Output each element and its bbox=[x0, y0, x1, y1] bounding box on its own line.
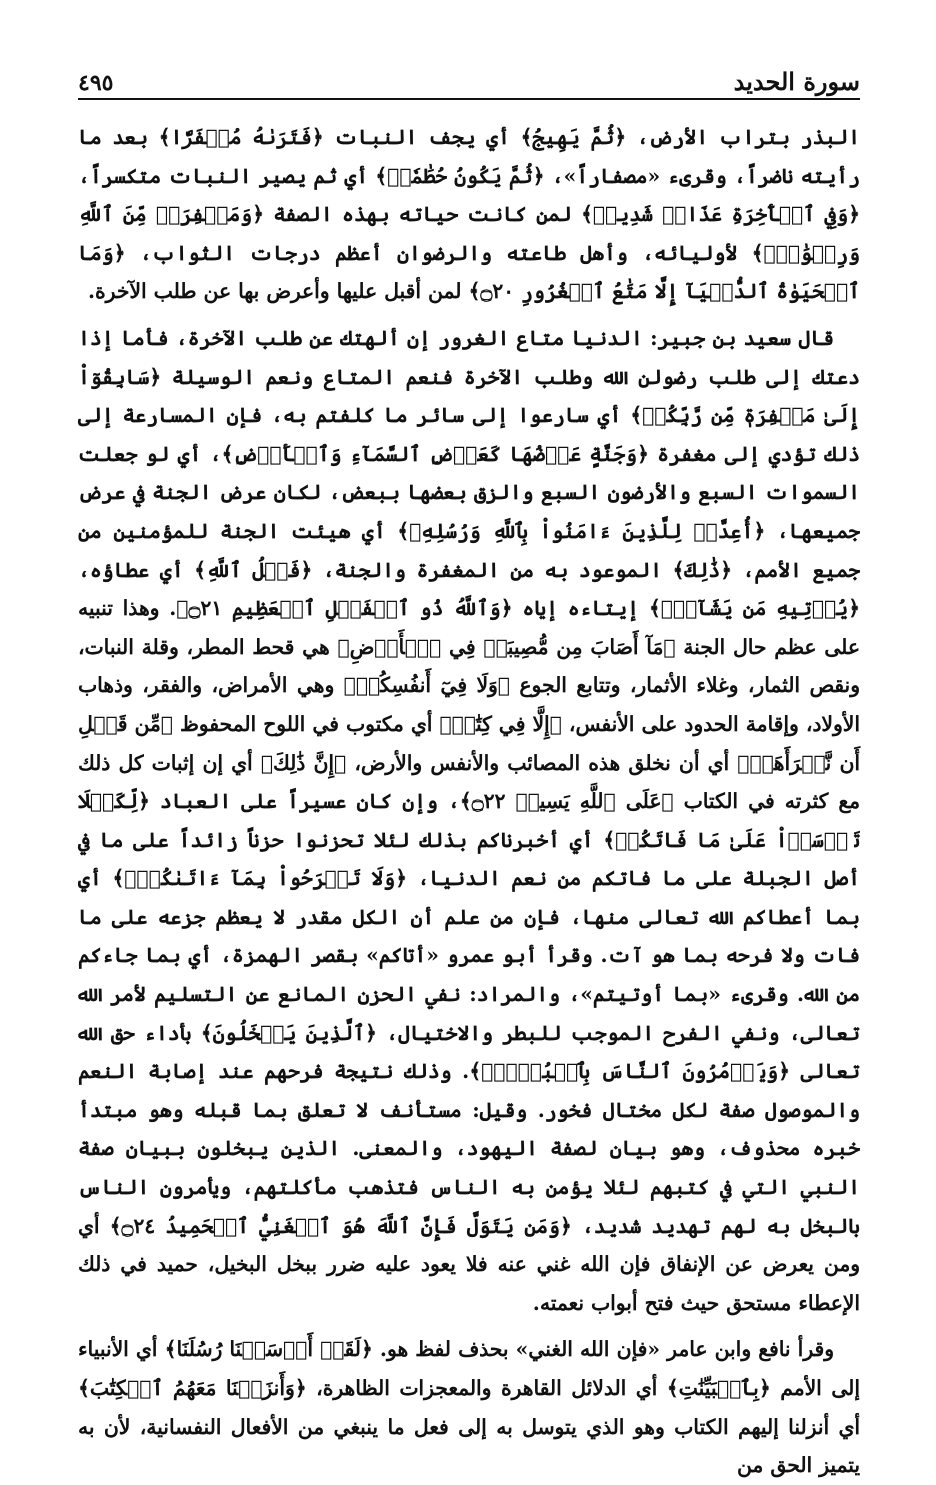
tafsir-body bbox=[78, 118, 860, 1485]
paragraph: البذر بتراب الأرض، ﴿ثُمَّ يَهِيجُ﴾ أي يجف النبات ﴿فَتَرَىٰهُ مُصۡفَرّٗا﴾ بعد ما رأيته ناضراً، وقرىء «مصفاراً»، ﴿ثُمَّ يَكُونُ حُطَٰمٗاۖ﴾ أي ثم يصير النبات متكسراً، ﴿وَفِي ٱلۡأٓخِرَةِ عَذَابٞ شَدِيدٞ﴾ لمن كانت حياته بهذه الصفة ﴿وَمَغۡفِرَةٞ مِّنَ ٱللَّهِ وَرِضۡوَٰنٞۚ﴾ لأوليائه، وأهل طاعته والرضوان أعظم درجات الثواب، ﴿وَمَا ٱلۡحَيَوٰةُ ٱلدُّنۡيَآ إِلَّا مَتَٰعُ ٱلۡغُرُورِ ۝٢٠﴾ لمن أقبل عليها وأعرض بها عن طلب الآخرة. bbox=[78, 125, 860, 304]
page-number: ٤٩٥ bbox=[78, 72, 123, 94]
page-header bbox=[78, 60, 860, 100]
page bbox=[78, 60, 860, 1478]
paragraph: وقرأ نافع وابن عامر «فإن الله الغني» بحذف لفظ هو. ﴿لَقَدۡ أَرۡسَلۡنَا رُسُلَنَا﴾ أي الأنبياء إلى الأمم ﴿بِٱلۡبَيِّنَٰتِ﴾ أي الدلائل القاهرة والمعجزات الظاهرة، ﴿وَأَنزَلۡنَا مَعَهُمُ ٱلۡكِتَٰبَ﴾ أي أنزلنا إليهم الكتاب وهو الذي يتوسل به إلى فعل ما ينبغي من الأفعال النفسانية، لأن به يتميز الحق من bbox=[78, 1337, 860, 1478]
paragraph: قال سعيد بن جبير: الدنيا متاع الغرور إن ألهتك عن طلب الآخرة، فأما إذا دعتك إلى طلب رضولن الله وطلب الآخرة فنعم المتاع ونعم الوسيلة ﴿سَابِقُوٓاْ إِلَىٰ مَغۡفِرَةٖ مِّن رَّبِّكُمۡ﴾ أي سارعوا إلى سائر ما كلفتم به، فإن المسارعة إلى ذلك تؤدي إلى مغفرة ﴿وَجَنَّةٍ عَرۡضُهَا كَعَرۡضِ ٱلسَّمَآءِ وَٱلۡأَرۡضِ﴾، أي لو جعلت السموات السبع والأرضون السبع والزق بعضها ببعض، لكان عرض الجنة في عرض جميعها، ﴿أُعِدَّتۡ لِلَّذِينَ ءَامَنُواْ بِٱللَّهِ وَرُسُلِهِۦ﴾ أي هيئت الجنة للمؤمنين من جميع الأمم، ﴿ذَٰلِكَ﴾ الموعود به من المغفرة والجنة، ﴿فَضۡلُ ٱللَّهِ﴾ أي عطاؤه، ﴿يُؤۡتِيهِ مَن يَشَآءُۚ﴾ إيتاءه إياه ﴿وَٱللَّهُ ذُو ٱلۡفَضۡلِ ٱلۡعَظِيمِ ۝٢١﴾. وهذا تنبيه على عظم حال الجنة ﴿مَآ أَصَابَ مِن مُّصِيبَةٖ فِي ٱلۡأَرۡضِ﴾ هي قحط المطر، وقلة النبات، ونقص الثمار، وغلاء الأثمار، وتتابع الجوع ﴿وَلَا فِيٓ أَنفُسِكُمۡ﴾ وهي الأمراض، والفقر، وذهاب الأولاد، وإقامة الحدود على الأنفس، ﴿إِلَّا فِي كِتَٰبٖ﴾ أي مكتوب في اللوح المحفوظ ﴿مِّن قَبۡلِ أَن نَّبۡرَأَهَآۚ﴾ أي أن نخلق هذه المصائب والأنفس والأرض، ﴿إِنَّ ذَٰلِكَ﴾ أي إن إثبات كل ذلك مع كثرته في الكتاب ﴿عَلَى ٱللَّهِ يَسِيرٞ ۝٢٢﴾، وإن كان عسيراً على العباد ﴿لِّكَيۡلَا تَأۡسَوۡاْ عَلَىٰ مَا فَاتَكُمۡ﴾ أي أخبرناكم بذلك لئلا تحزنوا حزناً زائداً على ما في أصل الجبلة على ما فاتكم من نعم الدنيا، ﴿وَلَا تَفۡرَحُواْ بِمَآ ءَاتَىٰكُمۡۗ﴾ أي بما أعطاكم الله تعالى منها، فإن من علم أن الكل مقدر لا يعظم جزعه على ما فات ولا فرحه بما هو آت. وقرأ أبو عمرو «أتاكم» بقصر الهمزة، أي بما جاءكم من الله. وقرىء «بما أوتيتم»، والمراد: نفي الحزن المانع عن التسليم لأمر الله تعالى، ونفي الفرح الموجب للبطر والاختيال، ﴿ٱلَّذِينَ يَبۡخَلُونَ﴾ بأداء حق الله تعالى ﴿وَيَأۡمُرُونَ ٱلنَّاسَ بِٱلۡبُخۡلِۗ﴾. وذلك نتيجة فرحهم عند إصابة النعم والموصول صفة لكل مختال فخور. وقيل: مستأنف لا تعلق بما قبله وهو مبتدأ خبره محذوف، وهو بيان لصفة اليهود، والمعنى. الذين يبخلون ببيان صفة النبي التي في كتبهم لئلا يؤمن به الناس فتذهب مأكلتهم، ويأمرون الناس بالبخل به لهم تهديد شديد، ﴿وَمَن يَتَوَلَّ فَإِنَّ ٱللَّهَ هُوَ ٱلۡغَنِيُّ ٱلۡحَمِيدُ ۝٢٤﴾ أي ومن يعرض عن الإنفاق فإن الله غني عنه فلا يعود عليه ضرر ببخل البخيل، حميد في ذلك الإعطاء مستحق حيث فتح أبواب نعمته. bbox=[78, 325, 860, 1315]
surah-title: سورة الحديد bbox=[724, 70, 860, 94]
